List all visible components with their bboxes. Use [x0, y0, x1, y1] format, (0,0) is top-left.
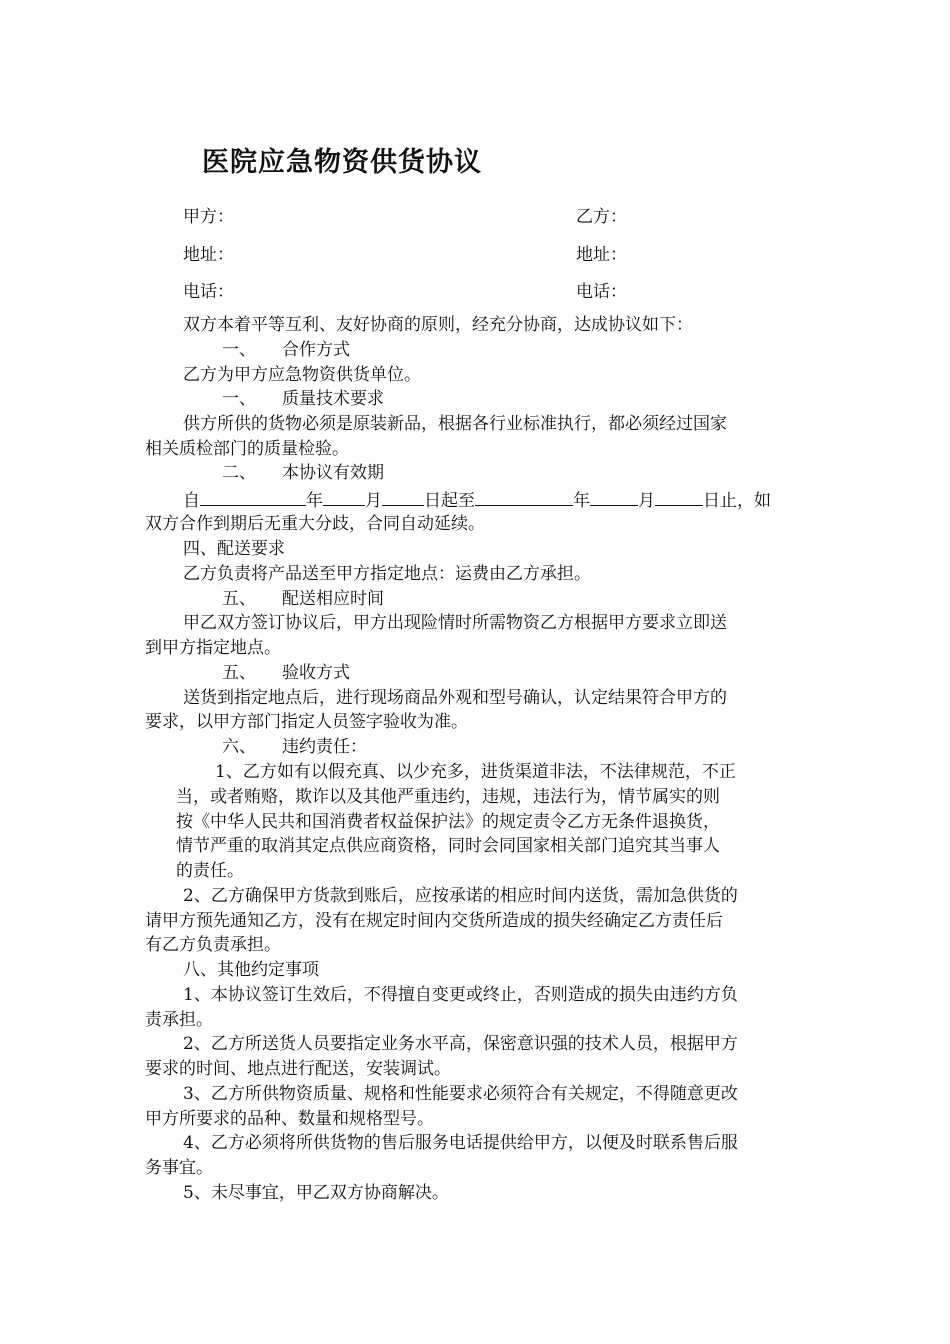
other-item-2-line-1: 2、乙方所送货人员要指定业务水平高，保密意识强的技术人员，根据甲方: [183, 1034, 738, 1054]
start-year-blank: [200, 487, 306, 506]
end-year-blank: [475, 487, 573, 506]
other-item-1-line-2: 责承担。: [145, 1010, 213, 1030]
phone-b-label: 电话：: [576, 282, 627, 302]
section-2-body-line-2: 相关质检部门的质量检验。: [145, 439, 349, 459]
other-item-2-line-2: 要求的时间、地点进行配送，安装调试。: [145, 1059, 451, 1079]
section-5-number: 五、: [222, 589, 256, 609]
other-item-4-line-1: 4、乙方必须将所供货物的售后服务电话提供给甲方，以便及时联系售后服: [183, 1133, 738, 1153]
section-8-heading: 八、其他约定事项: [183, 960, 319, 980]
section-1-body: 乙方为甲方应急物资供货单位。: [183, 365, 421, 385]
breach-item-2-line-3: 有乙方负责承担。: [145, 935, 281, 955]
section-5-body-line-2: 到甲方指定地点。: [145, 638, 281, 658]
breach-item-1-line-1: 1、乙方如有以假充真、以少充多，进货渠道非法，不法律规范，不正: [215, 762, 736, 782]
section-7-number: 六、: [222, 737, 256, 757]
other-item-1-line-1: 1、本协议签订生效后，不得擅自变更或终止，否则造成的损失由违约方负: [183, 985, 738, 1005]
section-6-body-line-1: 送货到指定地点后，进行现场商品外观和型号确认，认定结果符合甲方的: [183, 688, 727, 708]
end-month-blank: [590, 487, 638, 506]
breach-item-1-line-5: 的责任。: [176, 861, 244, 881]
validity-text-year: 年: [306, 491, 323, 511]
section-3-heading: 本协议有效期: [282, 463, 384, 483]
other-item-3-line-1: 3、乙方所供物资质量、规格和性能要求必须符合有关规定，不得随意更改: [183, 1084, 738, 1104]
breach-item-1-line-3: 按《中华人民共和国消费者权益保护法》的规定责令乙方无条件退换货，: [176, 812, 720, 832]
start-month-blank: [323, 487, 365, 506]
section-4-heading: 四、配送要求: [183, 539, 285, 559]
breach-item-1-line-2: 当，或者贿赂，欺诈以及其他严重违约，违规，违法行为，情节属实的则: [176, 787, 720, 807]
section-7-heading: 违约责任：: [282, 737, 367, 757]
section-2-heading: 质量技术要求: [282, 389, 384, 409]
breach-item-1-line-4: 情节严重的取消其定点供应商资格，同时会同国家相关部门追究其当事人: [176, 836, 720, 856]
section-4-body: 乙方负责将产品送至甲方指定地点：运费由乙方承担。: [183, 564, 591, 584]
section-6-body-line-2: 要求，以甲方部门指定人员签字验收为准。: [145, 712, 468, 732]
section-6-number: 五、: [222, 663, 256, 683]
validity-text-from: 自: [183, 491, 200, 511]
section-2-number: 一、: [222, 389, 256, 409]
address-a-label: 地址：: [183, 245, 234, 265]
validity-text-month: 月: [365, 491, 382, 511]
validity-period-line: [183, 487, 771, 513]
section-3-number: 二、: [222, 463, 256, 483]
section-3-body-line-2: 双方合作到期后无重大分歧，合同自动延续。: [145, 514, 485, 534]
other-item-3-line-2: 甲方所要求的品种、数量和规格型号。: [145, 1109, 434, 1129]
section-5-heading: 配送相应时间: [282, 589, 384, 609]
validity-text-year-2: 年: [573, 491, 590, 511]
other-item-4-line-2: 务事宜。: [145, 1158, 213, 1178]
party-b-label: 乙方：: [576, 207, 627, 227]
section-6-heading: 验收方式: [282, 663, 350, 683]
section-5-body-line-1: 甲乙双方签订协议后，甲方出现险情时所需物资乙方根据甲方要求立即送: [183, 613, 727, 633]
validity-text-until: 日起至: [424, 491, 475, 511]
intro-text: 双方本着平等互利、友好协商的原则，经充分协商，达成协议如下：: [183, 315, 693, 335]
end-day-blank: [655, 487, 703, 506]
other-item-5: 5、未尽事宜，甲乙双方协商解决。: [183, 1183, 449, 1203]
validity-text-end: 日止，如: [703, 491, 771, 511]
section-1-number: 一、: [222, 340, 256, 360]
phone-a-label: 电话：: [183, 282, 234, 302]
breach-item-2-line-2: 请甲方预先通知乙方，没有在规定时间内交货所造成的损失经确定乙方责任后: [145, 911, 723, 931]
breach-item-2-line-1: 2、乙方确保甲方货款到账后，应按承诺的相应时间内送货，需加急供货的: [183, 886, 738, 906]
section-2-body-line-1: 供方所供的货物必须是原装新品，根据各行业标准执行，都必须经过国家: [183, 414, 727, 434]
document-title: 医院应急物资供货协议: [202, 147, 482, 178]
section-1-heading: 合作方式: [282, 340, 350, 360]
validity-text-month-2: 月: [638, 491, 655, 511]
address-b-label: 地址：: [576, 245, 627, 265]
start-day-blank: [382, 487, 424, 506]
party-a-label: 甲方：: [183, 207, 234, 227]
